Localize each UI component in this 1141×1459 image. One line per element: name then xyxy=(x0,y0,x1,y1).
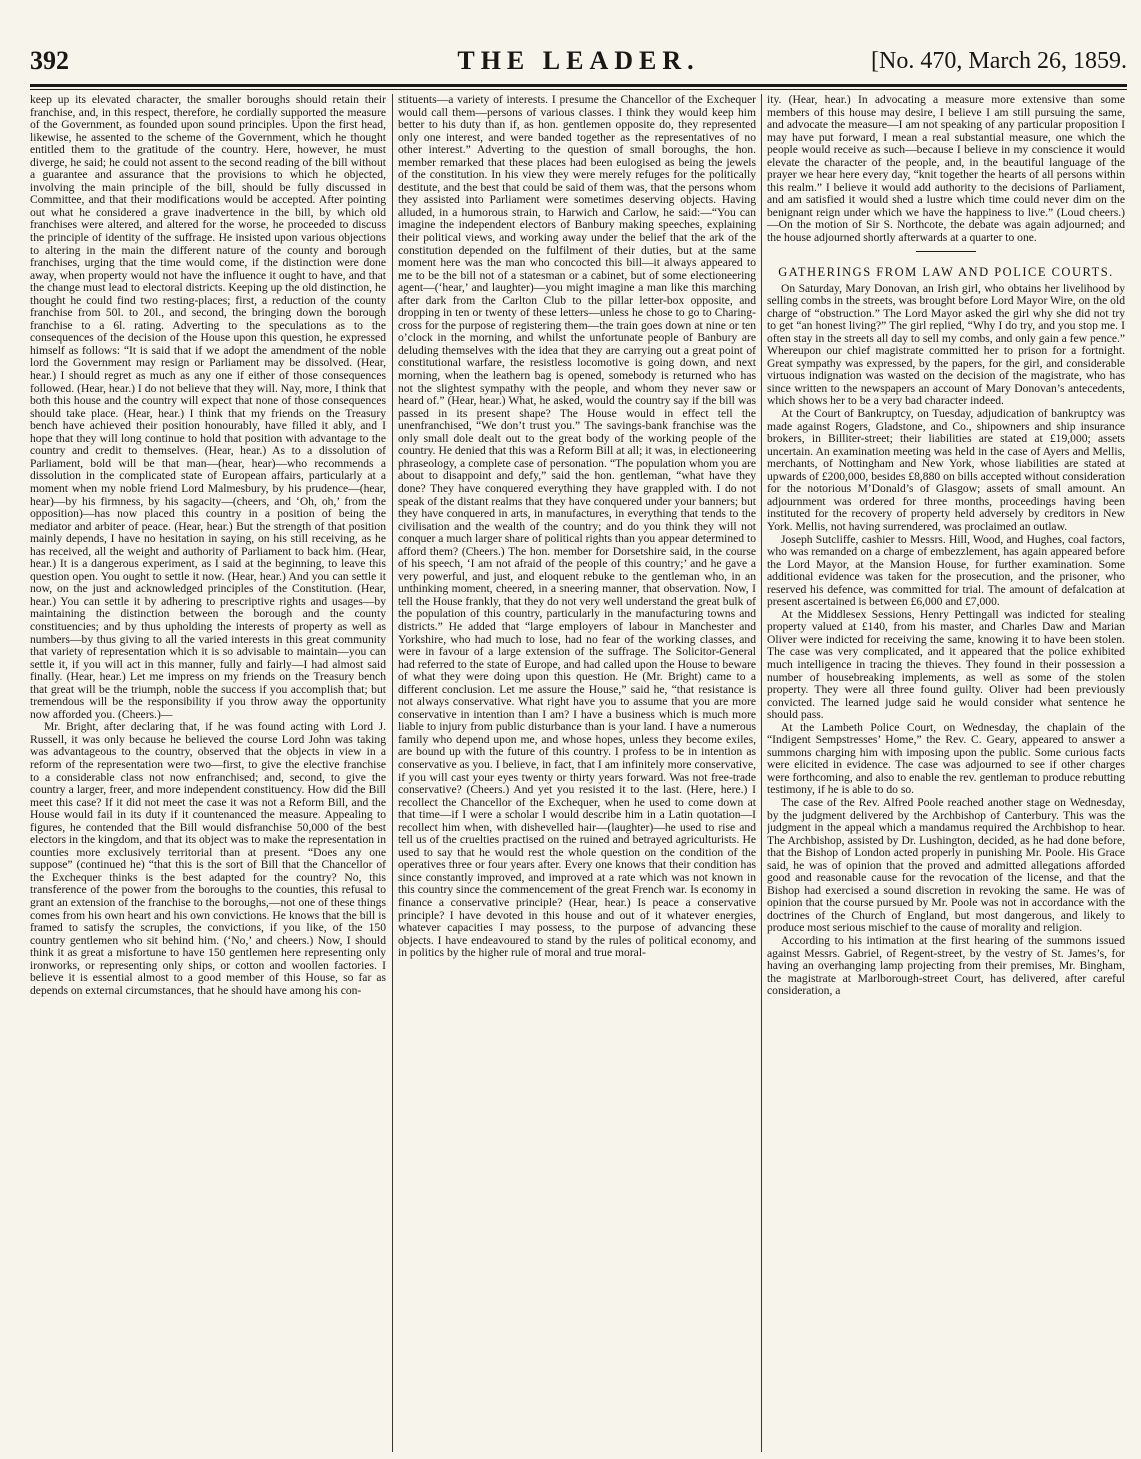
column-divider xyxy=(761,94,762,1452)
article-paragraph: At the Lambeth Police Court, on Wednesday, the chaplain of the “Indigent Sempstresses’ Home,” the Rev. C. Geary, appeared to answer a summons charging him with imposing upon the public. Some curious facts were elicited in evidence. The case was adjourned to see if other charges were forthcoming, and also to enable the rev. gentleman to produce rebutting testimony, if he is able to do so. xyxy=(767,720,1125,797)
column-2 xyxy=(398,94,756,1452)
header-rule-thick xyxy=(30,84,1127,87)
masthead xyxy=(30,44,1127,80)
article-paragraph: The case of the Rev. Alfred Poole reached another stage on Wednesday, by the judgment delivered by the Archbishop of Canterbury. This was the judgment in the appeal which a mandamus required the Archbishop to hear. The Archbishop, assisted by Dr. Lushington, decided, as he had done before, that the Bishop of London acted properly in punishing Mr. Poole. His Grace said, he was of opinion that the proved and admitted allegations afforded good and reasonable cause for the revocation of the license, and that the Bishop had exercised a sound discretion in revoking the same. He was of opinion that the course pursued by Mr. Poole was not in accordance with the doctrines of the Church of England, but most dangerous, and likely to produce most serious mischief to the cause of morality and religion. xyxy=(767,795,1125,935)
article-paragraph: At the Middlesex Sessions, Henry Pettingall was indicted for stealing property valued at £140, from his master, and Charles Daw and Marian Oliver were indicted for receiving the same, knowing it to have been stolen. The case was very complicated, and it appeared that the police exhibited much intelligence in tracing the thieves. They found in their possession a number of housebreaking implements, as well as some of the stolen property. They were all three found guilty. Oliver had been previously convicted. The learned judge said he would consider what sentence he should pass. xyxy=(767,607,1125,722)
header-rule-thin xyxy=(30,89,1127,90)
column-1 xyxy=(30,94,386,1452)
newspaper-title: THE LEADER. xyxy=(457,46,700,75)
page-number: 392 xyxy=(30,46,69,75)
article-paragraph: stituents—a variety of interests. I presume the Chancellor of the Exchequer would call them—persons of various classes. I think they would keep him better to his duty than if, as hon. gentlemen opposite do, they represented only one interest, and were banded together as the representatives of no other interest.” Adverting to the question of small boroughs, the hon. member remarked that these places had been eulogised as being the jewels of the constitution. In his view they were merely refuges for the politically destitute, and the best that could be said of them was, that the persons whom they assisted into Parliament were sometimes deserving objects. Having alluded, in a humorous strain, to Harwich and Carlow, he said:—“You can imagine the independent electors of Banbury making speeches, explaining their political views, and working away under the belief that the ark of the constitution depended on the fulfilment of their duties, but at the same moment here was the man who concocted this bill—it always appeared to me to be the bill not of a statesman or a cabinet, but of some electioneering agent—(‘hear,’ and laughter)—you might imagine a man like this marching after dark from the Carlton Club to the pillar letter-box opposite, and dropping in ten or twenty of these letters—unless he chose to go to Charing-cross for the purpose of registering them—the train goes down at nine or ten o’clock in the morning, and whilst the unfortunate people of Banbury are deluding themselves with the idea that they are carrying out a great point of constitutional warfare, the resistless locomotive is going down, and next morning, when the leathern bag is opened, somebody is returned who has not the slightest sympathy with the people, and whom they never saw or heard of.” (Hear, hear.) What, he asked, would the country say if the bill was passed in its present shape? The House would in effect tell the unenfranchised, “We don’t trust you.” The savings-bank franchise was the only small dole dealt out to the great body of the working people of the country. He denied that this was a Reform Bill at all; it was, in electioneering phraseology, a complete case of personation. “The population whom you are about to disappoint and defy,” said the hon. gentleman, “what have they done? They have conquered everything they have grappled with. I do not speak of the distant realms that they have conquered under your banners; but they have conquered in arts, in manufactures, in everything that tends to the civilisation and the wealth of the country; and do you think they will not conquer a much larger share of political rights than you appear determined to afford them? (Cheers.) The hon. member for Dorsetshire said, in the course of his speech, ‘I am not afraid of the people of this country;’ and he gave a very powerful, and just, and eloquent rebuke to the gentleman who, in an unthinking moment, cheered, in a sneering manner, that observation. Now, I tell the House frankly, that they do not very well understand the great bulk of the population of this country, particularly in the manufacturing towns and districts.” He added that “large employers of labour in Manchester and Yorkshire, who had much to lose, had no fear of the working classes, and were in favour of a large extension of the suffrage. The Solicitor-General had referred to the state of Europe, and had called upon the House to beware of what they were doing upon this question. He (Mr. Bright) came to a different conclusion. Let me assure the House,” said he, “that resistance is not always conservative. What right have you to assume that you are more conservative in intention than I am? I have a business which is much more liable to injury from public disturbance than is your land. I have a numerous family who depend upon me, and whose hopes, unless they become exiles, are bound up with the future of this country. I profess to be in intention as conservative as you. I believe, in fact, that I am infinitely more conservative, if you will cast your eyes twenty or thirty years forward. Was not free-trade conservative? (Cheers.) And yet you resisted it to the last. (Here, here.) I recollect the Chancellor of the Exchequer, when he used to come down at that time—if I were a scholar I would describe him in a Latin quotation—I recollect him when, with dishevelled hair—(laughter)—he used to rise and tell us of the cruelties practised on the ruined and betrayed agriculturists. He used to say that he would rest the whole question on the condition of the operatives three or four years after. Every one knows that their condition has since constantly improved, and improved at a rate which was not known in this country since the commencement of the great French war. Is economy in finance a conservative principle? (Hear, hear.) Is peace a conservative principle? I have devoted in this house and out of it whatever energies, whatever capacities I may possess, to the purpose of advancing these objects. I have endeavoured to stand by the rules of political economy, and in politics by the higher rule of moral and true moral- xyxy=(398,94,756,960)
article-paragraph: ity. (Hear, hear.) In advocating a measure more extensive than some members of this house may desire, I believe I am still pursuing the same, and advocate the measure—I am not speaking of any particular proposition I may have put forward, I mean a real substantial measure, one which the people would receive as such—because I believe in my conscience it would elevate the character of the people, and, in the beautiful language of the prayer we hear here every day, “knit together the hearts of all persons within this realm.” I believe it would add authority to the decisions of Parliament, and am satisfied it would shed a lustre which time could never dim on the benignant reign under which we have the happiness to live.” (Loud cheers.)—On the motion of Sir S. Northcote, the debate was again adjourned; and the house adjourned shortly afterwards at a quarter to one. xyxy=(767,94,1125,245)
article-paragraph: keep up its elevated character, the smaller boroughs should retain their franchise, and, in this respect, therefore, he cordially supported the measure of the Government, as founded upon sound principles. Upon the first head, likewise, he assented to the scheme of the Government, which he thought entitled them to the gratitude of the country. Here, however, he must diverge, he said; he could not assent to the second reading of the bill without a guarantee and assurance that the provisions to which he objected, involving the main principle of the bill, should be fully discussed in Committee, and that their modifications would be accepted. After pointing out what he considered a grave inadvertence in the bill, by which old franchises were altered, and altered for the worse, he proceeded to discuss the principle of identity of the suffrage. He insisted upon various objections to altering in the main the different nature of the county and borough franchises, urging that the time would come, if the distinction were done away, when property would not have the influence it ought to have, and that the change must lead to electoral districts. Keeping up the old distinction, he thought he could find two resting-places; first, a reduction of the county franchise from 50l. to 20l., and second, the bringing down the borough franchise to a 6l. rating. Adverting to the speculations as to the consequences of the decision of the House upon this question, he expressed himself as follows: “It is said that if we adopt the amendment of the noble lord the Government may resign or Parliament may be dissolved. (Hear, hear.) I should regret as much as any one if either of those consequences followed. (Hear, hear.) I do not believe that they will. Nay, more, I think that both this house and the country will expect that none of those consequences should take place. (Hear, hear.) I think that my friends on the Treasury bench have achieved their position honourably, have filled it ably, and I hope that they will long continue to hold that position with advantage to the country and credit to themselves. (Hear, hear.) As to a dissolution of Parliament, bold will be that man—(hear, hear)—who recommends a dissolution in the complicated state of European affairs, particularly at a moment when my noble friend Lord Malmesbury, by his prudence—(hear, hear)—by his firmness, by his sagacity—(cheers, and ‘Oh, oh,’ from the opposition)—has now placed this country in a position of being the mediator and arbiter of peace. (Hear, hear.) But the strength of that position mainly depends, I have no hesitation in saying, on his still receiving, as he has received, all the weight and authority of Parliament to back him. (Hear, hear.) It is a dangerous experiment, as I said at the beginning, to leave this question open. You ought to settle it now. (Hear, hear.) And you can settle it now, on the just and acknowledged principles of the Constitution. (Hear, hear.) You can settle it by adhering to prescriptive rights and usages—by maintaining the distinction between the borough and the county constituencies; and by thus upholding the interests of property as well as numbers—by thus giving to all the varied interests in this great community that variety of representation which it is so advisable to maintain—you can settle it, if you will act in this manner, fully and fairly—I had almost said finally. (Hear, hear.) Let me impress on my friends on the Treasury bench that great will be the triumph, noble the success if you accomplish that; but tremendous will be the responsibility if you throw away the opportunity now afforded you. (Cheers.)— xyxy=(30,94,386,721)
article-paragraph: Mr. Bright, after declaring that, if he was found acting with Lord J. Russell, it was only because he believed the course Lord John was taking was advantageous to the country, observed that the objects in view in a reform of the representation were two—first, to give the elective franchise to a considerable class not now enfranchised; and, second, to give the country a larger, freer, and more independent constituency. How did the Bill meet this case? If it did not meet the case it was not a Reform Bill, and the House would fail in its duty if it countenanced the measure. Appealing to figures, he contended that the Bill would disfranchise 50,000 of the best electors in the kingdom, and that its object was to make the representation in counties more exclusively territorial than at present. “Does any one suppose” (continued he) “that this is the sort of Bill that the Chancellor of the Exchequer thinks is the best adapted for the country? No, this transference of the power from the boroughs to the counties, this refusal to grant an extension of the franchise to the boroughs,—not one of these things comes from his own heart and his own convictions. He knows that the bill is framed to satisfy the scruples, the convictions, if you like, of the 150 country gentlemen who sit behind him. (‘No,’ and cheers.) Now, I should think it as great a misfortune to have 150 gentlemen here representing only ironworks, or representing only ships, or cotton and woollen factories. I believe it is essential almost to a good member of this House, so far as depends on external circumstances, that he should have among his con- xyxy=(30,720,386,997)
column-divider xyxy=(392,94,393,1452)
article-paragraph: On Saturday, Mary Donovan, an Irish girl, who obtains her livelihood by selling combs in the streets, was brought before Lord Mayor Wire, on the old charge of “obstruction.” The Lord Mayor asked the girl why she did not try to get “an honest living?” The girl replied, “Why I do try, and you stop me. I often stay in the streets all day to sell my combs, and only gain a few pence.” Whereupon our chief magistrate committed her to prison for a fortnight. Great sympathy was expressed, by the papers, for the girl, and considerable virtuous indignation was wasted on the decision of the magistrate, who has since written to the newspapers an account of Mary Donovan’s antecedents, which shows her to be a very bad character indeed. xyxy=(767,281,1125,408)
article-paragraph: According to his intimation at the first hearing of the summons issued against Messrs. Gabriel, of Regent-street, by the vestry of St. James’s, for having an overhanging lamp projecting from their premises, Mr. Bingham, the magistrate at Marlborough-street Court, has delivered, after careful consideration, a xyxy=(767,934,1125,998)
column-3 xyxy=(767,94,1125,1452)
article-paragraph: Joseph Sutcliffe, cashier to Messrs. Hill, Wood, and Hughes, coal factors, who was remanded on a charge of embezzlement, has again appeared before the Lord Mayor, at the Mansion House, for further examination. Some additional evidence was taken for the prosecution, and the prisoner, who reserved his defence, was committed for trial. The amount of defalcation at present ascertained is between £6,000 and £7,000. xyxy=(767,532,1125,609)
section-heading: GATHERINGS FROM LAW AND POLICE COURTS. xyxy=(778,264,1114,279)
article-paragraph: At the Court of Bankruptcy, on Tuesday, adjudication of bankruptcy was made against Rogers, Gladstone, and Co., shipowners and ship insurance brokers, in Billiter-street; their liabilities are stated at £19,000; assets uncertain. An examination meeting was held in the case of Ayers and Mellis, merchants, of Nottingham and New York, whose liabilities are stated at upwards of £200,000, besides £8,880 on bills accepted without consideration for the notorious M’Donald’s of Glasgow; assets of small amount. An adjournment was ordered for three months, proceedings having been instituted for the recovery of property held adversely by creditors in New York. Mellis, not having surrendered, was proclaimed an outlaw. xyxy=(767,407,1125,533)
issue-info: [No. 470, March 26, 1859. xyxy=(871,48,1127,74)
section-divider xyxy=(916,251,976,252)
